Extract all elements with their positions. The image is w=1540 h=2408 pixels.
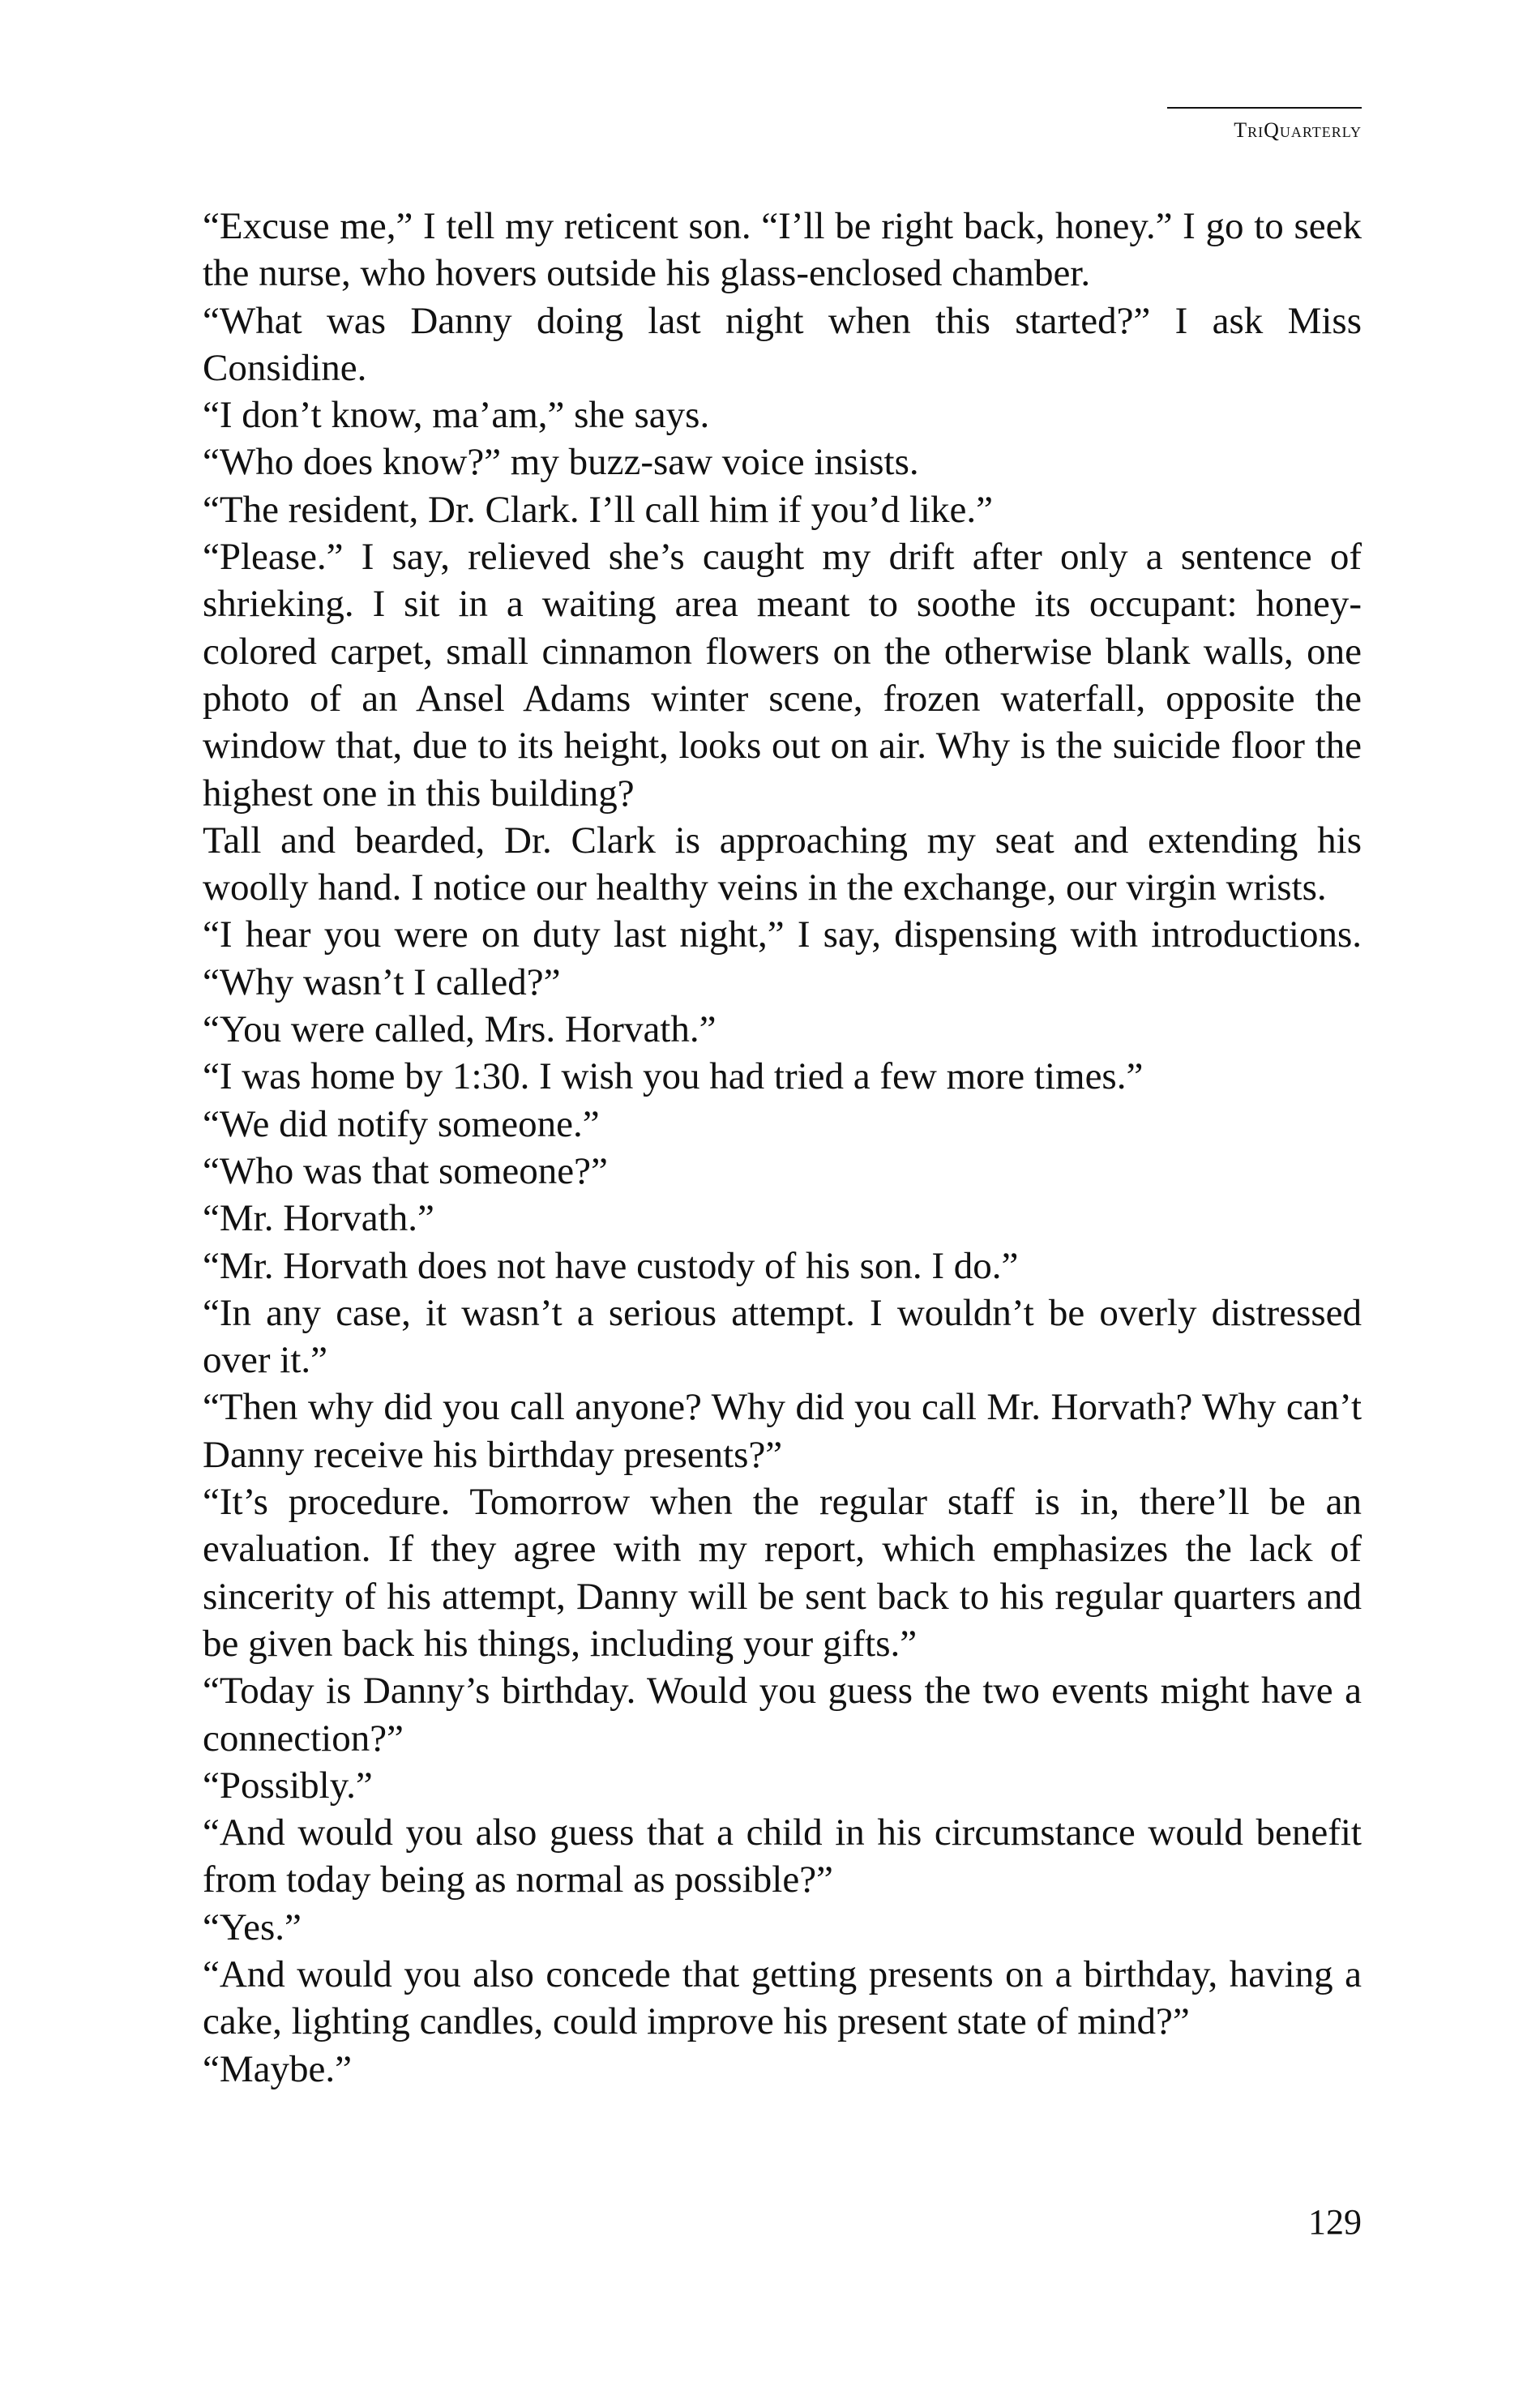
paragraph: “In any case, it wasn’t a serious attempt. I wouldn’t be overly distressed over it.” — [203, 1291, 1362, 1382]
paragraph: “Who does know?” my buzz-saw voice insists. — [203, 441, 919, 484]
running-header: TriQuarterly — [1167, 107, 1362, 141]
paragraph: “And would you also concede that getting presents on a birthday, having a cake, lighting candles, could improve his present state of mind?” — [203, 1952, 1362, 2043]
paragraph: “What was Danny doing last night when this started?” I ask Miss Considine. — [203, 299, 1362, 389]
page-number: 129 — [1308, 2202, 1362, 2242]
paragraph: “Today is Danny’s birthday. Would you guess the two events might have a connection?” — [203, 1670, 1362, 1760]
paragraph: “I was home by 1:30. I wish you had tried a few more times.” — [203, 1055, 1144, 1098]
paragraph: “Mr. Horvath does not have custody of his son. I do.” — [203, 1244, 1019, 1287]
paragraph: “And would you also guess that a child in his circumstance would benefit from today being as normal as possible?” — [203, 1811, 1362, 1901]
paragraph: “Yes.” — [203, 1905, 302, 1948]
paragraph: “You were called, Mrs. Horvath.” — [203, 1008, 717, 1051]
paragraph: “It’s procedure. Tomorrow when the regular staff is in, there’ll be an evaluation. If they agree with my report, which emphasizes the lack of sincerity of his attempt, Danny will be sent back to his regular quarters and be given back his things, including your gifts.” — [203, 1481, 1362, 1665]
body-text — [203, 203, 1362, 2093]
paragraph: “Excuse me,” I tell my reticent son. “I’ll be right back, honey.” I go to seek the nurse, who hovers outside his glass-enclosed chamber. — [203, 205, 1362, 295]
paragraph: “Then why did you call anyone? Why did you call Mr. Horvath? Why can’t Danny receive his birthday presents?” — [203, 1386, 1362, 1476]
paragraph: “I don’t know, ma’am,” she says. — [203, 394, 710, 437]
paragraph: “Who was that someone?” — [203, 1149, 608, 1192]
paragraph: “Possibly.” — [203, 1764, 373, 1807]
paragraph: “We did notify someone.” — [203, 1102, 600, 1145]
paragraph: “I hear you were on duty last night,” I say, dispensing with introductions. “Why wasn’t I called?” — [203, 913, 1362, 1003]
paragraph: Tall and bearded, Dr. Clark is approaching my seat and extending his woolly hand. I notice our healthy veins in the exchange, our virgin wrists. — [203, 819, 1362, 909]
paragraph: “Maybe.” — [203, 2047, 352, 2090]
paragraph: “Mr. Horvath.” — [203, 1197, 434, 1240]
paragraph: “The resident, Dr. Clark. I’ll call him if you’d like.” — [203, 488, 993, 531]
paragraph: “Please.” I say, relieved she’s caught my drift after only a sentence of shrieking. I sit in a waiting area meant to soothe its occupant: honey-colored carpet, small cinnamon flowers on the otherwise blank walls, one photo of an Ansel Adams winter scene, frozen waterfall, opposite the window that, due to its height, looks out on air. Why is the suicide floor the highest one in this building? — [203, 536, 1362, 815]
